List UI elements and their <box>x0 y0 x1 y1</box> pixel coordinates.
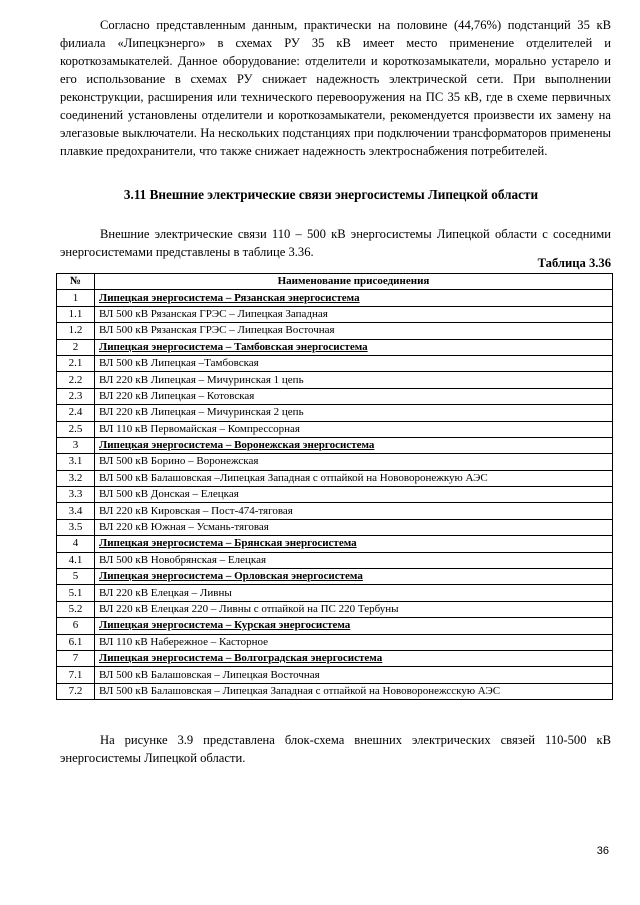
table-row <box>57 454 613 470</box>
row-number: 5.1 <box>57 585 95 601</box>
row-number: 2 <box>57 339 95 355</box>
table-row <box>57 306 613 322</box>
table-row <box>57 503 613 519</box>
connection-name: ВЛ 500 кВ Балашовская – Липецкая Восточная <box>95 667 613 683</box>
row-number: 3.3 <box>57 487 95 503</box>
connection-name: ВЛ 220 кВ Елецкая – Ливны <box>95 585 613 601</box>
connection-name: Липецкая энергосистема – Рязанская энергосистема <box>95 290 613 306</box>
table-header-row <box>57 274 613 290</box>
table-row <box>57 667 613 683</box>
table-row <box>57 388 613 404</box>
row-number: 3.4 <box>57 503 95 519</box>
connection-name: Липецкая энергосистема – Воронежская энергосистема <box>95 437 613 453</box>
row-number: 3 <box>57 437 95 453</box>
table-row <box>57 421 613 437</box>
connections-table <box>56 273 613 700</box>
column-header-name: Наименование присоединения <box>95 274 613 290</box>
row-number: 4.1 <box>57 552 95 568</box>
connection-name: ВЛ 220 кВ Кировская – Пост-474-тяговая <box>95 503 613 519</box>
connection-name: Липецкая энергосистема – Тамбовская энергосистема <box>95 339 613 355</box>
table-group-row <box>57 290 613 306</box>
row-number: 2.4 <box>57 405 95 421</box>
row-number: 2.5 <box>57 421 95 437</box>
table-row <box>57 323 613 339</box>
table-group-row <box>57 339 613 355</box>
connection-name: Липецкая энергосистема – Курская энергосистема <box>95 618 613 634</box>
row-number: 1.2 <box>57 323 95 339</box>
row-number: 7.1 <box>57 667 95 683</box>
table-row <box>57 487 613 503</box>
connection-name: ВЛ 220 кВ Елецкая 220 – Ливны с отпайкой на ПС 220 Тербуны <box>95 601 613 617</box>
table-row <box>57 355 613 371</box>
table-intro-paragraph: Внешние электрические связи 110 – 500 кВ энергосистемы Липецкой области с соседними энергосистемами представлены в таблице 3.36. <box>60 227 611 259</box>
intro-paragraph: Согласно представленным данным, практически на половине (44,76%) подстанций 35 кВ филиала «Липецкэнерго» в схемах РУ 35 кВ имеет место применение отделителей и короткозамыкателей. Данное оборудование: отделители и короткозамыкатели, морально устарело и его использование в схемах РУ снижает надежность электрической сети. При выполнении реконструкции, расширения или технического перевооружения на ПС 35 кВ, где в схеме первичных соединений установлены отделители и короткозамыкатели, рекомендуется произвести их замену на элегазовые выключатели. На нескольких подстанциях при подключении трансформаторов применены плавкие предохранители, что также снижает надежность электроснабжения потребителей. <box>60 18 611 158</box>
row-number: 2.1 <box>57 355 95 371</box>
row-number: 3.2 <box>57 470 95 486</box>
connection-name: Липецкая энергосистема – Волгоградская энергосистема <box>95 650 613 666</box>
table-row <box>57 601 613 617</box>
connection-name: ВЛ 500 кВ Донская – Елецкая <box>95 487 613 503</box>
connection-name: ВЛ 220 кВ Липецкая – Котовская <box>95 388 613 404</box>
connection-name: Липецкая энергосистема – Брянская энергосистема <box>95 536 613 552</box>
connection-name: Липецкая энергосистема – Орловская энергосистема <box>95 569 613 585</box>
section-heading: 3.11 Внешние электрические связи энергосистемы Липецкой области <box>123 187 539 202</box>
table-row <box>57 405 613 421</box>
row-number: 3.5 <box>57 519 95 535</box>
connection-name: ВЛ 500 кВ Липецкая –Тамбовская <box>95 355 613 371</box>
table-group-row <box>57 618 613 634</box>
row-number: 5.2 <box>57 601 95 617</box>
row-number: 5 <box>57 569 95 585</box>
row-number: 1 <box>57 290 95 306</box>
row-number: 3.1 <box>57 454 95 470</box>
table-row <box>57 634 613 650</box>
table-group-row <box>57 536 613 552</box>
table-row <box>57 683 613 699</box>
page-number: 36 <box>596 845 609 857</box>
row-number: 2.3 <box>57 388 95 404</box>
table-row <box>57 585 613 601</box>
connection-name: ВЛ 500 кВ Балашовская –Липецкая Западная с отпайкой на Нововоронежкую АЭС <box>95 470 613 486</box>
row-number: 1.1 <box>57 306 95 322</box>
connection-name: ВЛ 500 кВ Борино – Воронежская <box>95 454 613 470</box>
table-group-row <box>57 650 613 666</box>
connection-name: ВЛ 500 кВ Новобрянская – Елецкая <box>95 552 613 568</box>
connection-name: ВЛ 220 кВ Южная – Усмань-тяговая <box>95 519 613 535</box>
table-group-row <box>57 569 613 585</box>
table-body <box>57 290 613 700</box>
connection-name: ВЛ 110 кВ Набережное – Касторное <box>95 634 613 650</box>
connection-name: ВЛ 500 кВ Рязанская ГРЭС – Липецкая Восточная <box>95 323 613 339</box>
table-row <box>57 519 613 535</box>
table-row <box>57 372 613 388</box>
column-header-number: № <box>57 274 95 290</box>
connection-name: ВЛ 500 кВ Балашовская – Липецкая Западная с отпайкой на Нововоронежсскую АЭС <box>95 683 613 699</box>
connection-name: ВЛ 220 кВ Липецкая – Мичуринская 2 цепь <box>95 405 613 421</box>
row-number: 6.1 <box>57 634 95 650</box>
table-row <box>57 552 613 568</box>
connection-name: ВЛ 220 кВ Липецкая – Мичуринская 1 цепь <box>95 372 613 388</box>
table-group-row <box>57 437 613 453</box>
row-number: 7 <box>57 650 95 666</box>
row-number: 7.2 <box>57 683 95 699</box>
connection-name: ВЛ 500 кВ Рязанская ГРЭС – Липецкая Западная <box>95 306 613 322</box>
connection-name: ВЛ 110 кВ Первомайская – Компрессорная <box>95 421 613 437</box>
table-row <box>57 470 613 486</box>
row-number: 4 <box>57 536 95 552</box>
row-number: 2.2 <box>57 372 95 388</box>
figure-reference-paragraph: На рисунке 3.9 представлена блок-схема внешних электрических связей 110-500 кВ энергосистемы Липецкой области. <box>60 733 611 765</box>
table-caption: Таблица 3.36 <box>537 256 611 270</box>
row-number: 6 <box>57 618 95 634</box>
